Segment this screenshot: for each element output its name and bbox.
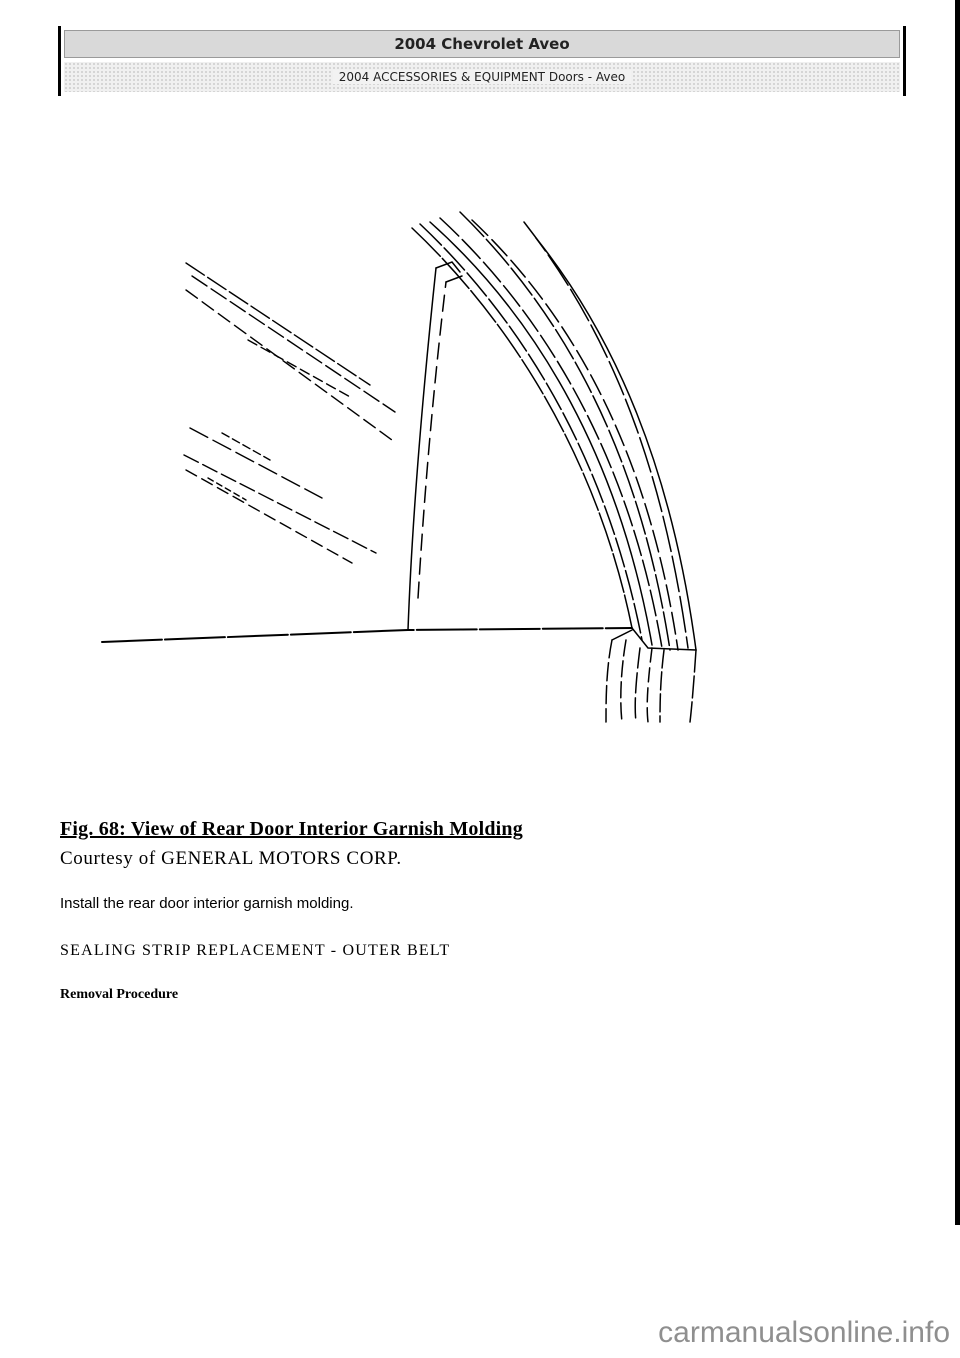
garnish-molding-panel <box>408 262 462 630</box>
document-title: 2004 Chevrolet Aveo <box>394 35 570 53</box>
glass-reflection-lines-lower <box>184 428 376 563</box>
document-title-bar <box>64 30 900 58</box>
watermark: carmanualsonline.info <box>658 1316 950 1349</box>
glass-reflection-lines-upper <box>186 263 395 440</box>
figure-courtesy: Courtesy of GENERAL MOTORS CORP. <box>60 848 402 869</box>
door-belt-line <box>102 628 632 642</box>
door-frame-pillar-curves <box>412 212 696 650</box>
procedure-subheading: Removal Procedure <box>60 987 179 1002</box>
figure-caption: Fig. 68: View of Rear Door Interior Garnish Molding <box>60 818 523 840</box>
rear-door-garnish-molding-illustration <box>0 200 960 740</box>
document-subtitle-bar <box>64 62 900 92</box>
document-subtitle: 2004 ACCESSORIES & EQUIPMENT Doors - Aveo <box>333 70 631 84</box>
instruction-text: Install the rear door interior garnish molding. <box>60 895 354 912</box>
section-heading: SEALING STRIP REPLACEMENT - OUTER BELT <box>60 942 451 959</box>
